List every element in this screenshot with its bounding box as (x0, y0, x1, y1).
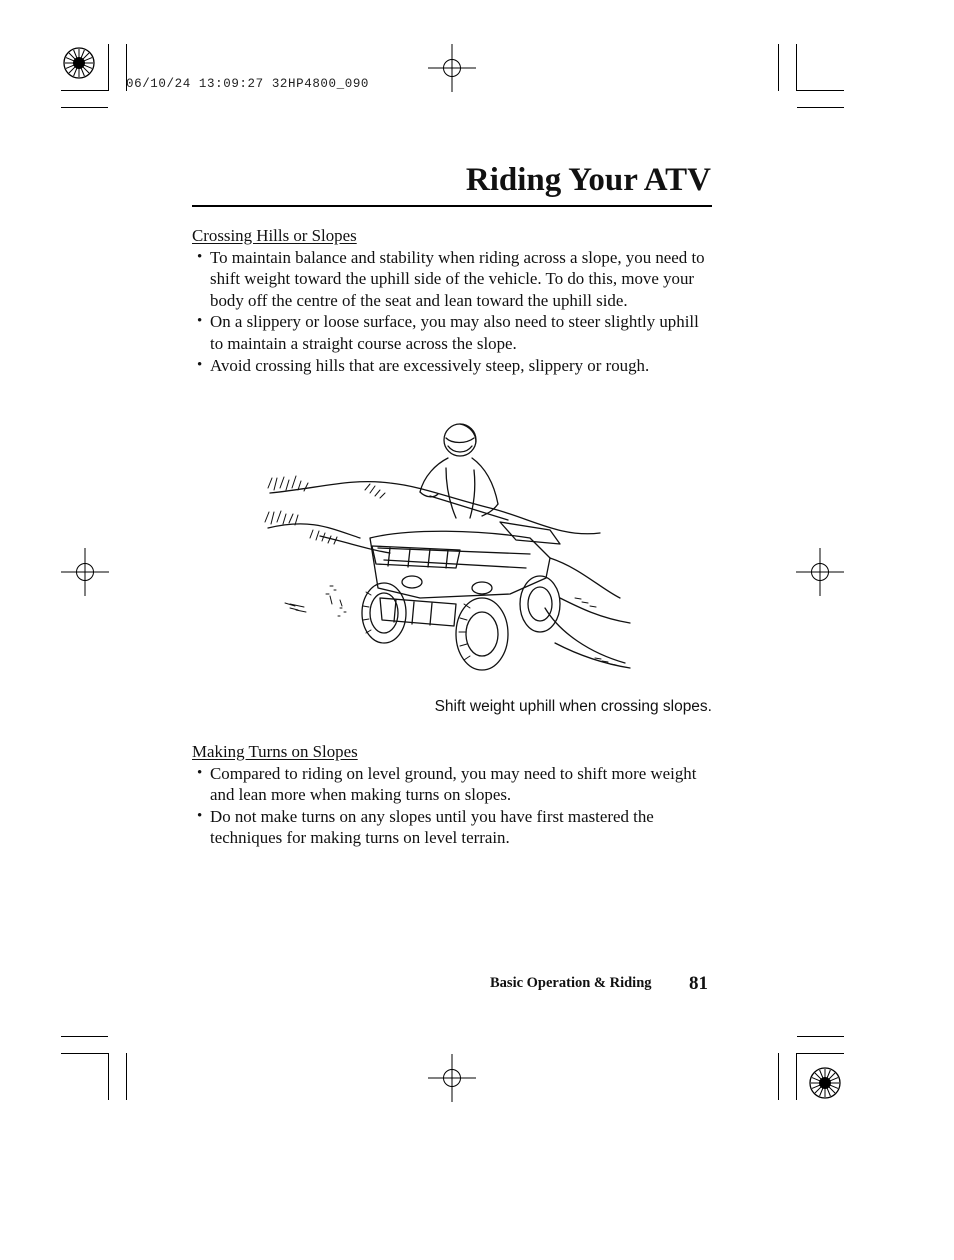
section-heading: Making Turns on Slopes (192, 742, 358, 761)
list-item: • To maintain balance and stability when riding across a slope, you need to shift weight toward the uphill side of the vehicle. To do this, move your body off the centre of the seat and lean toward the uphill side. (192, 247, 712, 312)
registration-crosshair-icon (61, 548, 109, 596)
list-item: • On a slippery or loose surface, you may also need to steer slightly uphill to maintain a straight course across the slope. (192, 311, 712, 354)
crop-mark (61, 1053, 108, 1054)
crop-mark (778, 1053, 779, 1100)
crop-mark (797, 90, 844, 91)
registration-starburst-icon (808, 1066, 842, 1100)
crop-mark (797, 107, 844, 108)
section-heading: Crossing Hills or Slopes (192, 226, 357, 245)
list-item: • Compared to riding on level ground, you may need to shift more weight and lean more when making turns on slopes. (192, 763, 712, 806)
registration-crosshair-icon (428, 44, 476, 92)
crop-mark (61, 90, 108, 91)
crop-mark (796, 44, 797, 91)
crop-mark (126, 1053, 127, 1100)
section-making-turns (192, 741, 712, 849)
illustration-caption: Shift weight uphill when crossing slopes. (434, 698, 712, 715)
list-item: • Do not make turns on any slopes until you have first mastered the techniques for making turns on level terrain. (192, 806, 712, 849)
section-crossing-hills (192, 225, 712, 376)
registration-starburst-icon (62, 46, 96, 80)
crop-mark (61, 107, 108, 108)
crop-mark (61, 1036, 108, 1037)
crop-mark (796, 1053, 797, 1100)
crop-mark (108, 44, 109, 91)
crop-mark (797, 1053, 844, 1054)
page-number: 81 (689, 973, 708, 994)
bullet-list (192, 763, 712, 849)
footer-section-name: Basic Operation & Riding (490, 975, 652, 991)
bullet-list (192, 247, 712, 377)
list-item: • Avoid crossing hills that are excessively steep, slippery or rough. (192, 355, 712, 377)
page-title: Riding Your ATV (465, 162, 711, 198)
crop-mark (778, 44, 779, 91)
crop-mark (797, 1036, 844, 1037)
title-rule (192, 205, 712, 207)
print-stamp: 06/10/24 13:09:27 32HP4800_090 (126, 77, 370, 91)
registration-crosshair-icon (796, 548, 844, 596)
registration-crosshair-icon (428, 1054, 476, 1102)
atv-rider-on-slope-illustration (260, 418, 640, 678)
crop-mark (108, 1053, 109, 1100)
